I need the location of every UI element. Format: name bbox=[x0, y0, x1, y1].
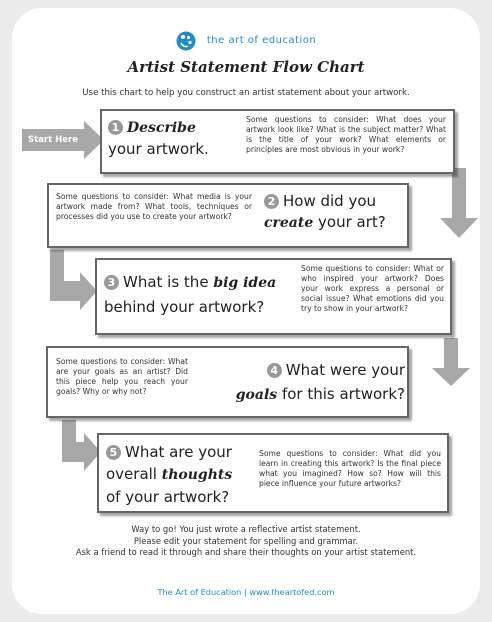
step-1-heading bbox=[108, 117, 238, 160]
step-5-heading-line2-pre: overall bbox=[106, 465, 157, 483]
step-3-number-icon: 3 bbox=[104, 275, 119, 290]
step-2-heading-emphasis: create bbox=[264, 215, 314, 231]
connector-arrow-4 bbox=[62, 420, 101, 471]
connector-arrow-2 bbox=[50, 250, 97, 310]
step-4-questions: Some questions to consider: What are your goals as an artist? Did this piece help you reach your goals? Why or why not? bbox=[56, 357, 188, 396]
step-1-questions: Some questions to consider: What does your artwork look like? What is the subject matter? What is the title of your work? What elements or principles are most obvious in your work? bbox=[246, 115, 446, 154]
step-3-heading bbox=[104, 272, 299, 318]
step-4-heading bbox=[210, 360, 405, 406]
page-title: Artist Statement Flow Chart bbox=[127, 58, 365, 76]
connector-arrow-3 bbox=[432, 338, 470, 386]
step-3-heading-emphasis: big idea bbox=[213, 275, 277, 291]
intro-text: Use this chart to help you construct an artist statement about your artwork. bbox=[82, 88, 410, 98]
step-4-heading-line2: for this artwork? bbox=[281, 385, 405, 403]
closing-line-1: Way to go! You just wrote a reflective artist statement. bbox=[131, 524, 361, 534]
closing-text bbox=[0, 524, 492, 559]
step-3-questions: Some questions to consider: What or who inspired your artwork? Does your work express a personal or social issue? What emotions did you try to show in your artwork? bbox=[301, 264, 444, 313]
brand-name: the art of education bbox=[206, 35, 317, 46]
step-2-number-icon: 2 bbox=[264, 194, 279, 209]
step-5-heading-line3: of your artwork? bbox=[106, 488, 230, 506]
step-4-heading-emphasis: goals bbox=[235, 387, 278, 403]
step-5-heading-emphasis: thoughts bbox=[161, 467, 233, 483]
step-2-heading-line1: How did you bbox=[283, 192, 377, 210]
site-credit-link[interactable]: The Art of Education | www.theartofed.com bbox=[157, 587, 335, 597]
connector-arrow-1 bbox=[440, 168, 478, 238]
step-1-heading-emphasis: Describe bbox=[127, 120, 196, 136]
step-5-heading-line1: What are your bbox=[125, 443, 232, 461]
step-2-heading-line2: your art? bbox=[318, 213, 386, 231]
closing-line-2: Please edit your statement for spelling and grammar. bbox=[133, 535, 359, 546]
step-1-number-icon: 1 bbox=[108, 120, 123, 135]
step-3-heading-line2: behind your artwork? bbox=[104, 298, 265, 316]
start-label: Start Here bbox=[28, 135, 78, 145]
step-5-questions: Some questions to consider: What did you learn in creating this artwork? Is the final piece what you imagined? How so? How will this piece influence your future artworks? bbox=[259, 449, 441, 488]
step-5-number-icon: 5 bbox=[106, 445, 121, 460]
step-1-heading-line2: your artwork. bbox=[108, 140, 209, 158]
step-2-questions: Some questions to consider: What media is your artwork made from? What tools, techniques or processes did you use to create your artwork? bbox=[56, 192, 252, 221]
closing-line-3: Ask a friend to read it through and share their thoughts on your artist statement. bbox=[75, 547, 417, 557]
step-2-heading bbox=[264, 191, 404, 234]
step-5-heading bbox=[106, 441, 256, 508]
step-4-heading-line1: What were your bbox=[285, 361, 405, 379]
step-3-heading-line1: What is the bbox=[123, 273, 209, 291]
step-4-number-icon: 4 bbox=[267, 363, 282, 378]
